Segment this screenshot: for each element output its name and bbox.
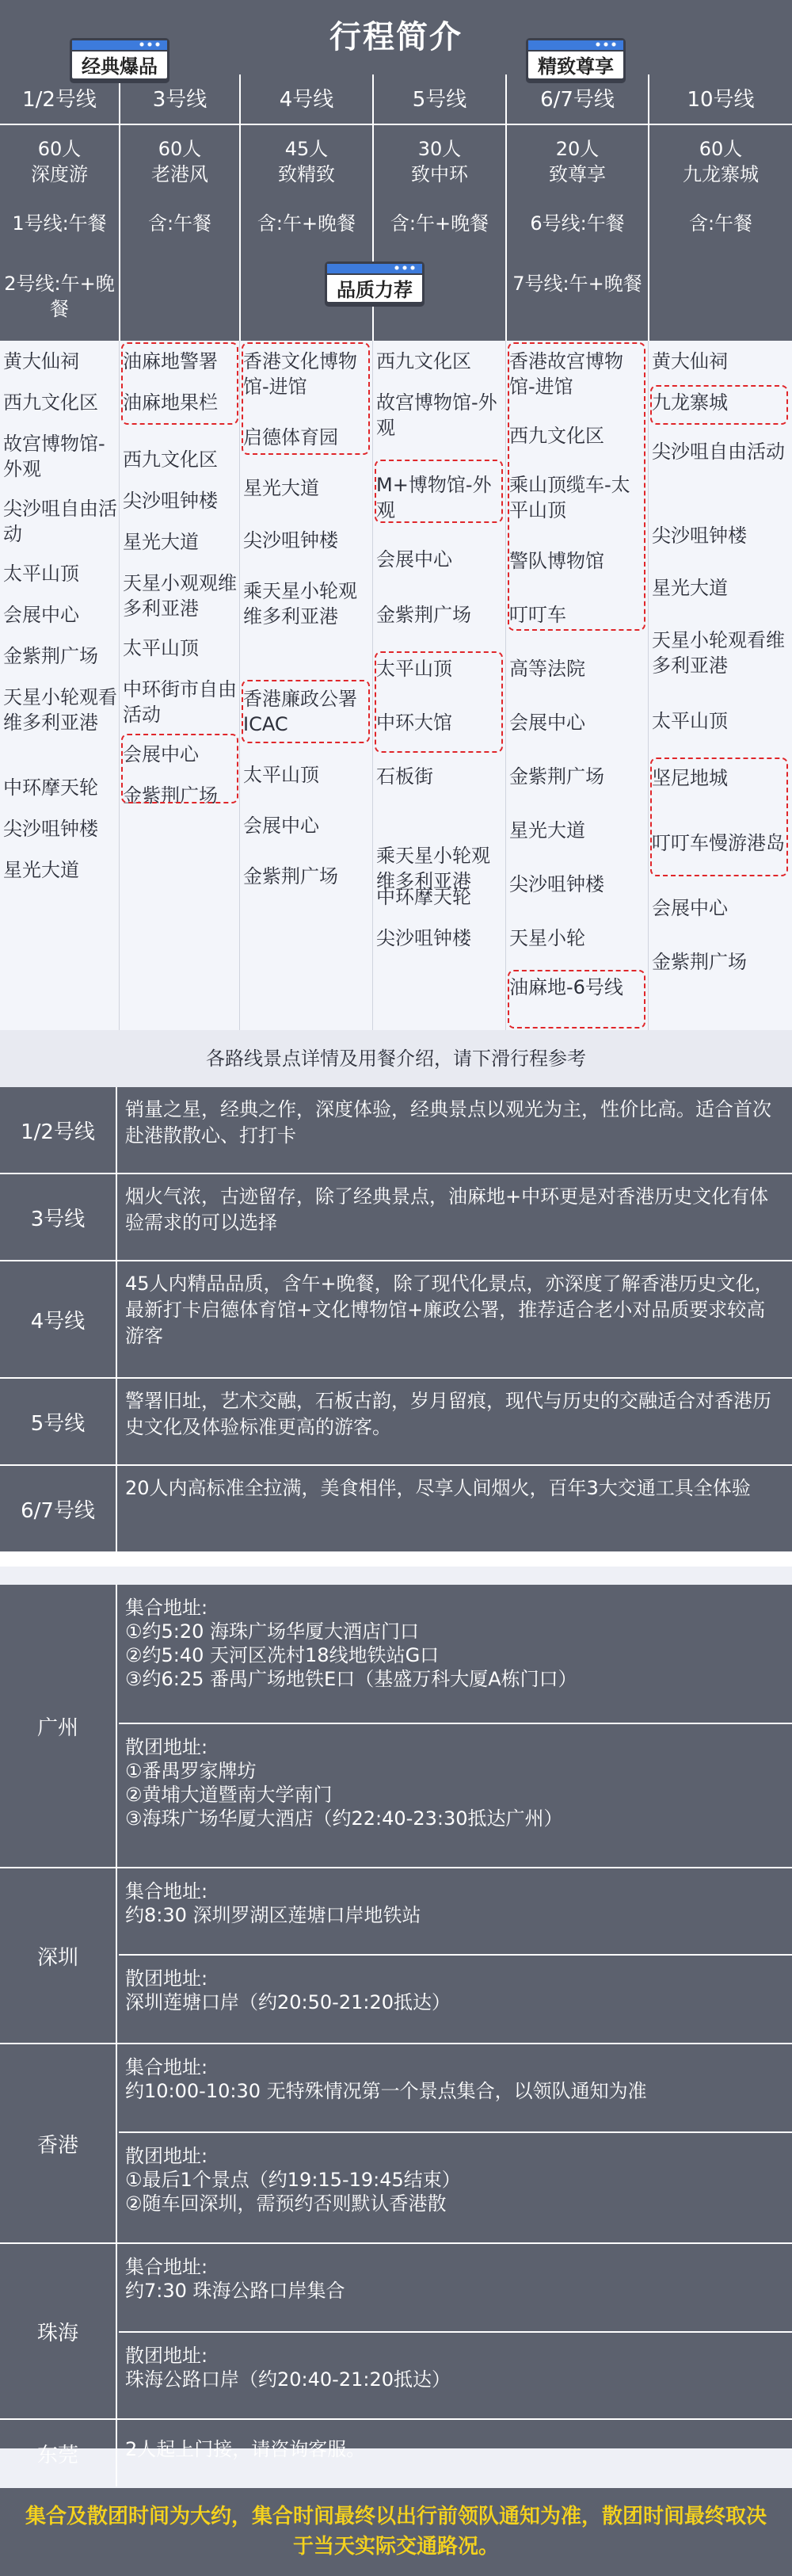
list-item: 西九文化区: [123, 448, 218, 471]
highlight-box: [121, 734, 238, 803]
stops-col: [648, 341, 792, 1030]
list-item: 会展中心: [652, 897, 728, 919]
list-item: 乘山顶缆车-太平山顶: [509, 474, 630, 521]
route-description-table: [0, 1087, 792, 1567]
badge-premium: [526, 38, 626, 81]
list-item: 星光大道: [652, 577, 728, 599]
desc-text: 警署旧址，艺术交融，石板古韵，岁月留痕，现代与历史的交融适合对香港历史文化及体验标准更高的游客。: [125, 1390, 771, 1438]
route-name: 10号线: [649, 74, 792, 125]
stops-col: [0, 341, 119, 1030]
highlight-box: [508, 970, 645, 1028]
gather-title: 集合地址:: [125, 2256, 208, 2278]
route-meal: 含:午+晚餐: [390, 212, 489, 235]
disperse-line: 深圳莲塘口岸（约20:50-21:20抵达）: [125, 1991, 451, 2013]
route-meal: 6号线:午餐: [530, 212, 625, 235]
list-item: 坚尼地城: [652, 767, 728, 789]
list-item: 尖沙咀钟楼: [376, 927, 471, 949]
footer-notice: 集合及散团时间为大约，集合时间最终以出行前领队通知为准，散团时间最终取决于当天实际交通路况。: [0, 2488, 792, 2576]
list-item: 尖沙咀自由活动: [652, 441, 785, 463]
list-item: 金紫荆广场: [243, 865, 338, 887]
route-header-col: [505, 74, 648, 341]
list-item: 黄大仙祠: [652, 350, 728, 372]
desc-text: 销量之星，经典之作，深度体验，经典景点以观光为主，性价比高。适合首次赴港散散心、打打卡: [125, 1098, 771, 1147]
gather-title: 集合地址:: [125, 2056, 208, 2078]
list-item: 油麻地-6号线: [509, 976, 623, 998]
list-item: 尖沙咀钟楼: [3, 818, 98, 840]
route-name: 1/2号线: [0, 74, 119, 125]
list-item: 警队博物馆: [509, 550, 604, 572]
list-item: 中环大馆: [376, 712, 452, 734]
scroll-note: 各路线景点详情及用餐介绍，请下滑行程参考: [0, 1030, 792, 1087]
address-group-guangzhou: [0, 1585, 792, 1868]
route-meal: 含:午餐: [147, 212, 212, 235]
highlight-box: [508, 342, 645, 631]
badge-quality-label: 品质力荐: [337, 278, 413, 301]
note-cell: [119, 2426, 792, 2482]
route-style: 致尊享: [549, 163, 606, 185]
list-item: 星光大道: [3, 859, 79, 881]
route-style: 九龙寨城: [683, 163, 759, 185]
list-item: 中环摩天轮: [376, 886, 471, 908]
gather-cell: [119, 1585, 792, 1724]
list-item: 星光大道: [509, 819, 585, 841]
route-stops-table: [0, 341, 792, 1030]
list-item: 尖沙咀钟楼: [243, 529, 338, 551]
list-item: 天星小轮: [509, 927, 585, 949]
gather-line: ②约5:40 天河区冼村18线地铁站G口: [125, 1644, 440, 1666]
list-item: 石板街: [376, 765, 433, 788]
list-item: 太平山顶: [376, 658, 452, 680]
disperse-line: ③海珠广场华厦大酒店（约22:40-23:30抵达广州）: [125, 1807, 563, 1830]
address-group-dongguan: [0, 2420, 792, 2486]
route-people: 60人: [158, 138, 202, 160]
disperse-title: 散团地址:: [125, 1736, 208, 1758]
route-name: 3号线: [120, 74, 239, 125]
disperse-line: ②黄埔大道暨南大学南门: [125, 1784, 333, 1806]
route-meal: 含:午+晚餐: [257, 212, 356, 235]
list-item: 尖沙咀钟楼: [509, 873, 604, 895]
list-item: 金紫荆广场: [376, 604, 471, 626]
list-item: 尖沙咀自由活动: [3, 498, 117, 545]
disperse-cell: [119, 1956, 792, 2043]
disperse-cell: [119, 2133, 792, 2242]
route-style: 致中环: [411, 163, 468, 185]
table-row: [0, 1466, 792, 1553]
route-people: 30人: [417, 138, 462, 160]
list-item: 星光大道: [243, 477, 319, 499]
route-meal-2: 7号线:午+晚餐: [512, 273, 642, 295]
disperse-line: ①最后1个景点（约19:15-19:45结束）: [125, 2169, 461, 2191]
disperse-line: ②随车回深圳，需预约否则默认香港散: [125, 2192, 447, 2215]
desc-text: 烟火气浓，古迹留存，除了经典景点，油麻地+中环更是对香港历史文化有体验需求的可以选择: [125, 1185, 769, 1234]
list-item: 故宫博物馆-外观: [376, 391, 497, 439]
badge-classic: [70, 38, 169, 81]
highlight-box: [242, 680, 370, 743]
disperse-line: ①番禺罗家牌坊: [125, 1760, 257, 1782]
list-item: 启德体育园: [243, 426, 338, 448]
list-item: M+博物馆-外观: [376, 474, 492, 521]
disperse-cell: [119, 2333, 792, 2418]
badge-quality: [325, 261, 425, 304]
route-meal: 1号线:午餐: [12, 212, 107, 235]
stops-col: [119, 341, 239, 1030]
list-item: 金紫荆广场: [123, 784, 218, 807]
list-item: 尖沙咀钟楼: [123, 490, 218, 512]
desc-label: 3号线: [0, 1174, 117, 1260]
list-item: 叮叮车: [509, 604, 566, 626]
gather-line: ①约5:20 海珠广场华厦大酒店门口: [125, 1620, 420, 1643]
route-meal: 含:午餐: [688, 212, 753, 235]
address-group-hongkong: [0, 2044, 792, 2244]
gather-title: 集合地址:: [125, 1597, 208, 1619]
list-item: 太平山顶: [652, 710, 728, 732]
list-item: 故宫博物馆-外观: [3, 433, 105, 480]
badge-classic-label: 经典爆品: [82, 55, 158, 78]
list-item: 太平山顶: [3, 563, 79, 585]
list-item: 黄大仙祠: [3, 350, 79, 372]
highlight-box: [650, 758, 788, 876]
highlight-box: [650, 385, 788, 425]
disperse-title: 散团地址:: [125, 1967, 208, 1990]
list-item: 太平山顶: [123, 637, 199, 659]
address-group-zhuhai: [0, 2244, 792, 2420]
list-item: 香港廉政公署ICAC: [243, 688, 357, 735]
list-item: 西九文化区: [3, 391, 98, 414]
table-row: [0, 1174, 792, 1261]
list-item: 天星小观观维多利亚港: [123, 572, 237, 620]
highlight-box: [242, 342, 370, 455]
gather-line: 约7:30 珠海公路口岸集合: [125, 2280, 345, 2302]
route-style: 老港风: [151, 163, 208, 185]
gather-line: 约10:00-10:30 无特殊情况第一个景点集合，以领队通知为准: [125, 2080, 647, 2102]
city-label: 东莞: [0, 2420, 117, 2486]
list-item: 会展中心: [376, 548, 452, 571]
route-people: 20人: [555, 138, 600, 160]
list-item: 天星小轮观看维多利亚港: [652, 629, 785, 677]
address-group-shenzhen: [0, 1868, 792, 2044]
dongguan-note: 2人起上门接，请咨询客服。: [125, 2438, 366, 2460]
list-item: 天星小轮观看 维多利亚港: [3, 686, 117, 734]
list-item: 乘天星小轮观 维多利亚港: [376, 845, 490, 892]
stops-col: [505, 341, 648, 1030]
list-item: 中环摩天轮: [3, 777, 98, 799]
gather-cell: [119, 1868, 792, 1956]
route-header-col: [0, 74, 119, 341]
table-row: [0, 1261, 792, 1379]
list-item: 西九文化区: [376, 350, 471, 372]
disperse-title: 散团地址:: [125, 2145, 208, 2167]
highlight-box: [121, 342, 238, 425]
badge-premium-label: 精致尊享: [538, 55, 614, 78]
list-item: 中环街市自由活动: [123, 678, 237, 726]
list-item: 会展中心: [3, 604, 79, 626]
route-name: 5号线: [374, 74, 505, 125]
route-header-col: [119, 74, 239, 341]
gather-title: 集合地址:: [125, 1880, 208, 1902]
list-item: 九龙寨城: [652, 391, 728, 414]
list-item: 会展中心: [243, 815, 319, 837]
route-people: 60人: [37, 138, 82, 160]
list-item: 尖沙咀钟楼: [652, 525, 747, 547]
gather-cell: [119, 2044, 792, 2133]
highlight-box: [375, 651, 503, 753]
list-item: 香港故宫博物馆-进馆: [509, 350, 623, 398]
highlight-box: [375, 460, 503, 523]
list-item: 太平山顶: [243, 764, 319, 786]
city-label: 广州: [0, 1585, 117, 1867]
desc-label: 5号线: [0, 1379, 117, 1464]
city-label: 珠海: [0, 2244, 117, 2418]
route-name: 4号线: [241, 74, 372, 125]
page-title: 行程简介: [0, 0, 792, 74]
list-item: 星光大道: [123, 531, 199, 553]
stops-col: [239, 341, 372, 1030]
list-item: 金紫荆广场: [3, 645, 98, 667]
list-item: 西九文化区: [509, 425, 604, 447]
list-item: 乘天星小轮观维多利亚港: [243, 580, 357, 628]
table-row: [0, 1087, 792, 1174]
address-table: [0, 1585, 792, 2467]
table-row: [0, 1379, 792, 1466]
city-label: 深圳: [0, 1868, 117, 2043]
disperse-line: 珠海公路口岸（约20:40-21:20抵达）: [125, 2368, 451, 2391]
route-name: 6/7号线: [507, 74, 648, 125]
desc-label: 4号线: [0, 1261, 117, 1377]
disperse-cell: [119, 1724, 792, 1867]
list-item: 会展中心: [509, 712, 585, 734]
route-style: 深度游: [31, 163, 88, 185]
city-label: 香港: [0, 2044, 117, 2242]
route-header-col: [648, 74, 792, 341]
desc-label: 6/7号线: [0, 1466, 117, 1551]
gather-cell: [119, 2244, 792, 2333]
route-meal-2: 2号线:午+晚餐: [4, 273, 115, 320]
list-item: 香港文化博物馆-进馆: [243, 350, 357, 398]
route-people: 45人: [284, 138, 329, 160]
desc-text: 45人内精品品质，含午+晚餐，除了现代化景点，亦深度了解香港历史文化，最新打卡启德体育馆+文化博物馆+廉政公署，推荐适合老小对品质要求较高游客: [125, 1273, 774, 1347]
list-item: 叮叮车慢游港岛: [652, 832, 785, 854]
route-style: 致精致: [278, 163, 335, 185]
list-item: 会展中心: [123, 743, 199, 765]
gather-line: 约8:30 深圳罗湖区莲塘口岸地铁站: [125, 1904, 421, 1926]
list-item: 金紫荆广场: [509, 765, 604, 788]
list-item: 油麻地警署: [123, 350, 218, 372]
list-item: 金紫荆广场: [652, 951, 747, 973]
list-item: 高等法院: [509, 658, 585, 680]
gather-line: ③约6:25 番禺广场地铁E口（基盛万科大厦A栋门口）: [125, 1668, 577, 1690]
route-people: 60人: [699, 138, 743, 160]
disperse-title: 散团地址:: [125, 2345, 208, 2367]
desc-text: 20人内高标准全拉满，美食相伴，尽享人间烟火，百年3大交通工具全体验: [125, 1477, 751, 1499]
list-item: 油麻地果栏: [123, 391, 218, 414]
desc-label: 1/2号线: [0, 1087, 117, 1173]
stops-col: [372, 341, 505, 1030]
